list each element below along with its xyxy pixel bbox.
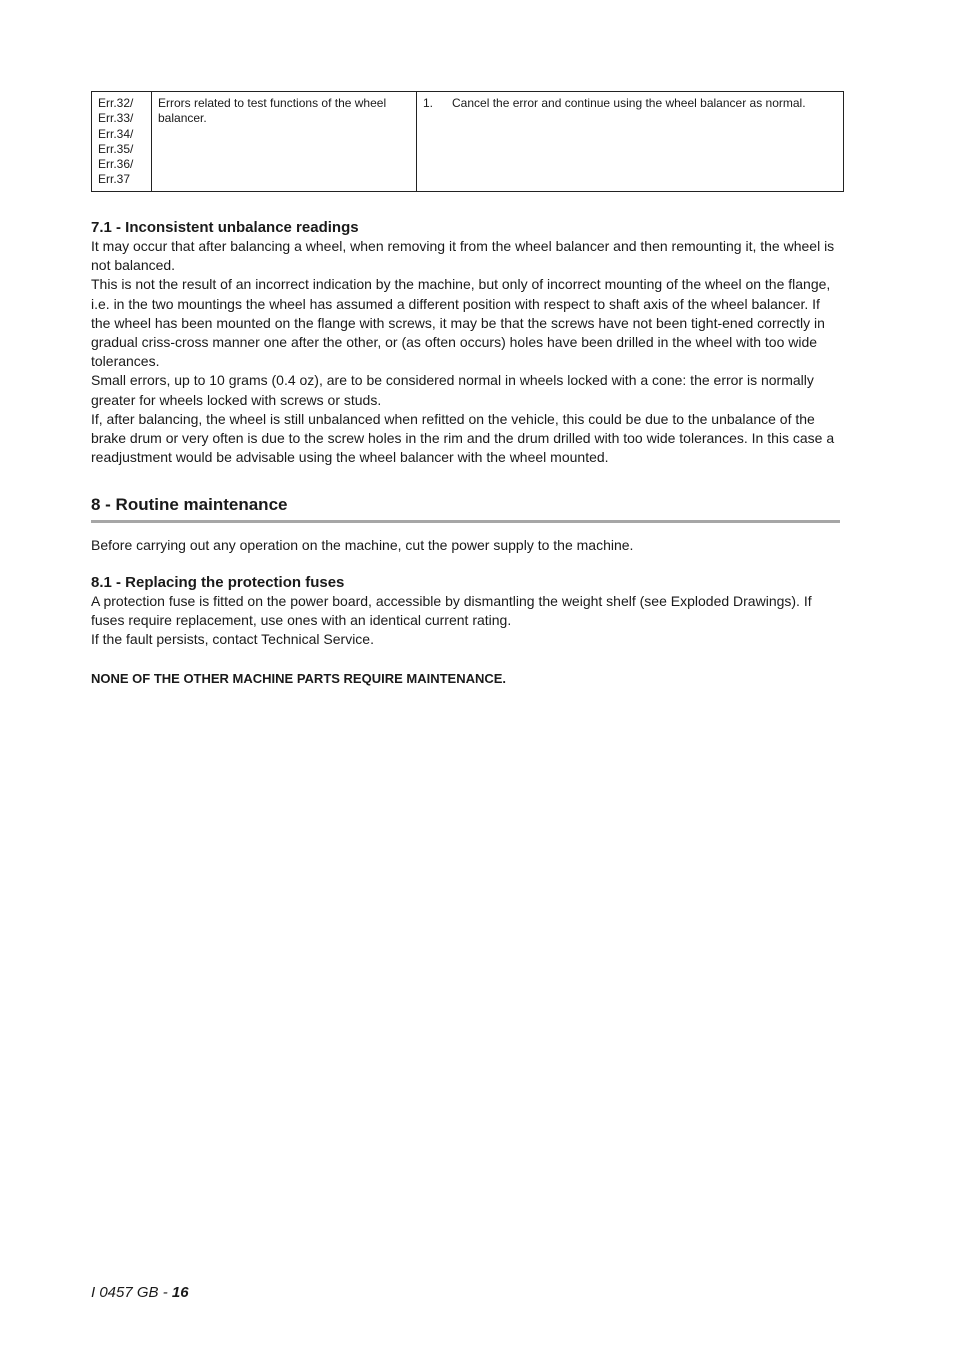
error-code: Err.34/ bbox=[98, 126, 134, 141]
paragraph: It may occur that after balancing a wheel, when removing it from the wheel balancer and then remounting it, the wheel is not balanced. bbox=[91, 238, 835, 274]
paragraph: A protection fuse is fitted on the power board, accessible by dismantling the weight shelf (see Exploded Drawings). If fuses require replacement, use ones with an identical current rating. bbox=[91, 593, 812, 629]
page-footer bbox=[91, 1284, 189, 1301]
section-heading: 7.1 - Inconsistent unbalance readings bbox=[91, 219, 359, 236]
section-inconsistent-readings bbox=[91, 218, 841, 467]
maintenance-note bbox=[91, 671, 841, 687]
error-table bbox=[91, 91, 844, 192]
paragraph: This is not the result of an incorrect indication by the machine, but only of incorrect mounting of the wheel on the flange, i.e. in the two mountings the wheel has assumed a different position with respect to shaft axis of the wheel balancer. If the wheel has been mounted on the flange with screws, it may be that the screws have not been tight-ened correctly in gradual criss-cross manner one after the other, or (as often occurs) holes have been drilled in the wheel with too wide tolerances. bbox=[91, 276, 831, 370]
error-code: Err.35/ bbox=[98, 141, 134, 156]
section-heading: 8.1 - Replacing the protection fuses bbox=[91, 574, 345, 591]
paragraph: Before carrying out any operation on the machine, cut the power supply to the machine. bbox=[91, 537, 634, 553]
step-text: Cancel the error and continue using the wheel balancer as normal. bbox=[452, 96, 806, 110]
error-code: Err.33/ bbox=[98, 111, 134, 126]
error-code: Err.36/ bbox=[98, 157, 134, 172]
step-number: 1. bbox=[423, 96, 434, 110]
paragraph: If the fault persists, contact Technical Service. bbox=[91, 631, 374, 648]
error-codes-cell bbox=[92, 92, 152, 192]
section-replacing-fuses bbox=[91, 573, 841, 650]
maintenance-intro bbox=[91, 536, 841, 555]
paragraph: If, after balancing, the wheel is still unbalanced when refitted on the vehicle, this could be due to the unbalance of the brake drum or very often is due to the screw holes in the rim and the drum drilled with too wide tolerances. In this case a readjustment would be advisable using the wheel balancer with the wheel mounted. bbox=[91, 410, 835, 466]
section-heading: 8 - Routine maintenance bbox=[91, 495, 288, 514]
error-code: Err.37 bbox=[98, 172, 131, 187]
page-number: 16 bbox=[171, 1284, 189, 1301]
table-row bbox=[92, 92, 844, 192]
paragraph: Small errors, up to 10 grams (0.4 oz), are to be considered normal in wheels locked with a cone: the error is normally greater for wheels locked with screws or studs. bbox=[91, 372, 814, 408]
note-text: NONE OF THE OTHER MACHINE PARTS REQUIRE MAINTENANCE. bbox=[91, 671, 507, 686]
section-divider bbox=[91, 520, 840, 523]
error-description-cell: Errors related to test functions of the wheel balancer. bbox=[152, 92, 417, 192]
error-remedy-cell bbox=[417, 92, 844, 192]
doc-code: I 0457 GB - bbox=[91, 1284, 172, 1301]
error-code: Err.32/ bbox=[98, 96, 134, 110]
section-routine-maintenance bbox=[91, 494, 841, 516]
